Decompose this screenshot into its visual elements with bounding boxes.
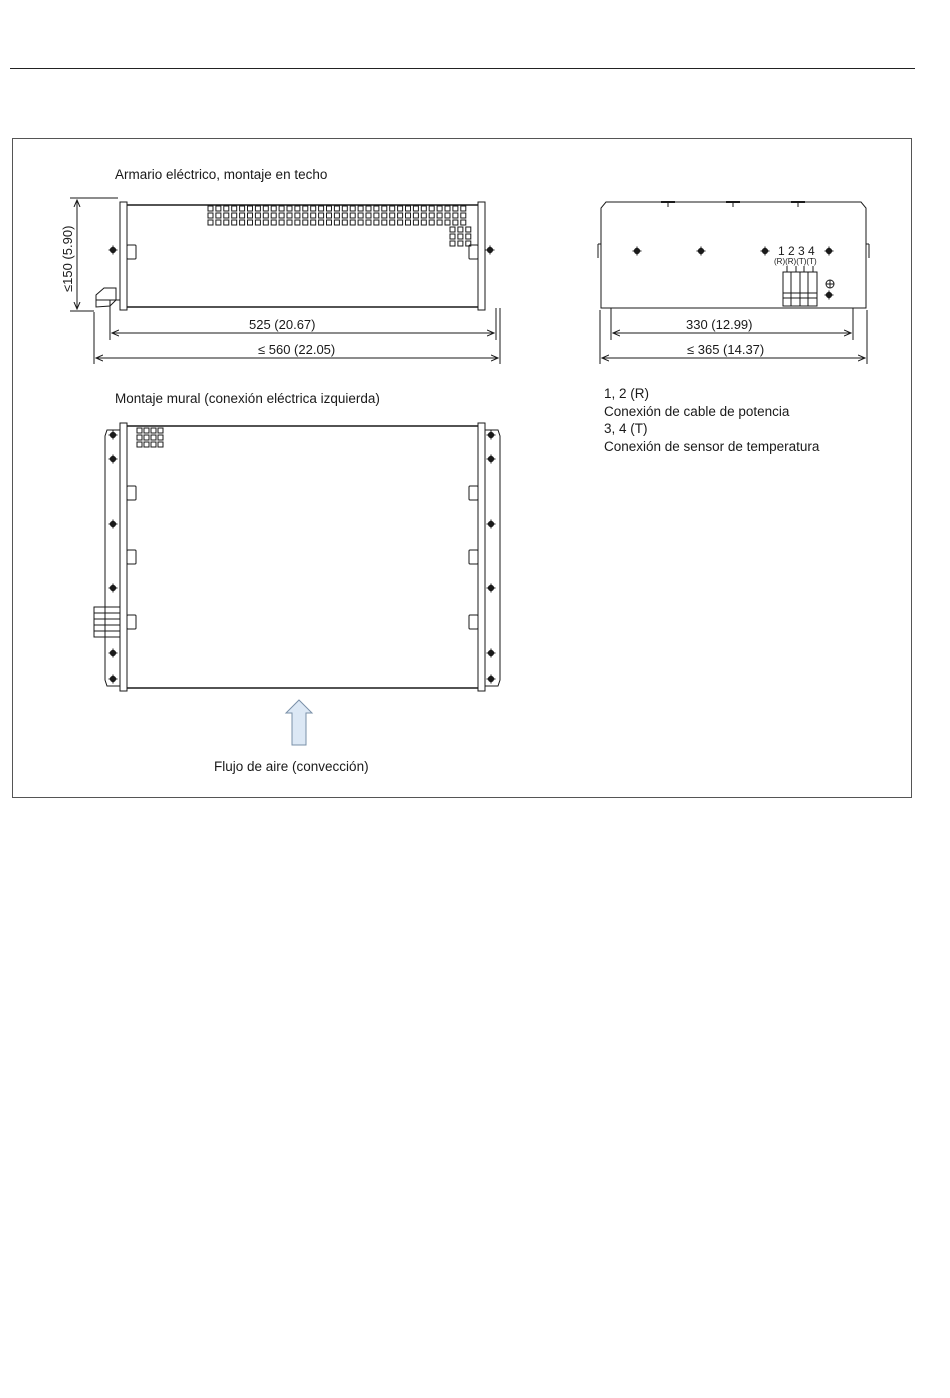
vent-hole bbox=[429, 213, 434, 218]
vent-hole bbox=[358, 220, 363, 225]
vent-hole bbox=[255, 206, 260, 211]
mount-screw-icon bbox=[109, 455, 118, 464]
vent-hole bbox=[390, 220, 395, 225]
vent-hole bbox=[248, 213, 253, 218]
vent-hole bbox=[287, 220, 292, 225]
vent-hole bbox=[144, 435, 149, 440]
vent-hole bbox=[224, 213, 229, 218]
vent-hole bbox=[232, 220, 237, 225]
vent-hole bbox=[158, 428, 163, 433]
vent-hole bbox=[458, 227, 463, 232]
vent-hole bbox=[413, 220, 418, 225]
vent-hole bbox=[311, 213, 316, 218]
vent-hole bbox=[158, 435, 163, 440]
mount-screw-icon bbox=[109, 675, 118, 684]
vent-hole bbox=[350, 220, 355, 225]
mount-screw-icon bbox=[487, 584, 496, 593]
vent-hole bbox=[271, 213, 276, 218]
vent-hole bbox=[334, 213, 339, 218]
terminal-block bbox=[94, 607, 120, 637]
legend-line: Conexión de sensor de temperatura bbox=[604, 438, 820, 454]
vent-hole bbox=[295, 220, 300, 225]
vent-hole bbox=[319, 220, 324, 225]
vent-hole bbox=[466, 227, 471, 232]
vent-hole bbox=[358, 206, 363, 211]
vent-hole bbox=[390, 206, 395, 211]
vent-hole bbox=[406, 213, 411, 218]
vent-hole bbox=[311, 220, 316, 225]
ground-icon bbox=[826, 280, 834, 288]
vent-hole bbox=[374, 213, 379, 218]
vent-hole bbox=[208, 213, 213, 218]
vent-hole bbox=[334, 220, 339, 225]
vent-hole bbox=[374, 206, 379, 211]
vent-hole bbox=[224, 220, 229, 225]
wall-view-title: Montaje mural (conexión eléctrica izquierda) bbox=[115, 391, 380, 406]
vent-hole bbox=[240, 213, 245, 218]
vent-grid bbox=[137, 428, 163, 447]
vent-hole bbox=[445, 206, 450, 211]
vent-hole bbox=[144, 428, 149, 433]
vent-hole bbox=[358, 213, 363, 218]
vent-hole bbox=[366, 206, 371, 211]
vent-hole bbox=[137, 428, 142, 433]
mount-screw-icon bbox=[109, 431, 118, 440]
vent-hole bbox=[421, 206, 426, 211]
airflow-label: Flujo de aire (convección) bbox=[214, 759, 369, 774]
up-arrow-icon bbox=[286, 700, 312, 745]
vent-hole bbox=[216, 220, 221, 225]
vent-hole bbox=[453, 206, 458, 211]
vent-hole bbox=[208, 220, 213, 225]
mount-screw-icon bbox=[825, 291, 834, 300]
vent-hole bbox=[137, 442, 142, 447]
vent-hole bbox=[287, 213, 292, 218]
vent-hole bbox=[445, 213, 450, 218]
vent-hole bbox=[350, 206, 355, 211]
vent-hole bbox=[366, 213, 371, 218]
side-overall-dimension: ≤ 365 (14.37) bbox=[687, 342, 765, 357]
terminal-types: (R)(R)(T)(T) bbox=[774, 257, 817, 266]
mount-screw-icon bbox=[109, 649, 118, 658]
vent-hole bbox=[450, 241, 455, 246]
vent-hole bbox=[144, 442, 149, 447]
vent-hole bbox=[263, 213, 268, 218]
vent-hole bbox=[240, 220, 245, 225]
vent-hole bbox=[398, 220, 403, 225]
vent-hole bbox=[255, 213, 260, 218]
vent-hole bbox=[279, 213, 284, 218]
vent-hole bbox=[461, 213, 466, 218]
vent-hole bbox=[450, 234, 455, 239]
mount-screw-icon bbox=[487, 675, 496, 684]
vent-hole bbox=[287, 206, 292, 211]
vent-hole bbox=[461, 220, 466, 225]
vent-hole bbox=[311, 206, 316, 211]
vent-hole bbox=[453, 220, 458, 225]
vent-hole bbox=[398, 213, 403, 218]
vent-hole bbox=[382, 220, 387, 225]
vent-hole bbox=[429, 220, 434, 225]
vent-hole bbox=[421, 220, 426, 225]
vent-hole bbox=[437, 213, 442, 218]
vent-hole bbox=[216, 213, 221, 218]
vent-hole bbox=[263, 220, 268, 225]
vent-hole bbox=[319, 213, 324, 218]
mount-screw-icon bbox=[486, 246, 495, 255]
vent-hole bbox=[151, 435, 156, 440]
vent-hole bbox=[437, 206, 442, 211]
ceiling-mount-view bbox=[70, 198, 500, 364]
legend-line: Conexión de cable de potencia bbox=[604, 403, 790, 419]
height-dimension: ≤150 (5.90) bbox=[60, 225, 75, 292]
vent-hole bbox=[406, 206, 411, 211]
vent-hole bbox=[437, 220, 442, 225]
mount-screw-icon bbox=[633, 247, 642, 256]
terminal-numbers: 1 2 3 4 bbox=[778, 244, 815, 258]
vent-hole bbox=[319, 206, 324, 211]
mount-screw-icon bbox=[109, 246, 118, 255]
vent-hole bbox=[382, 206, 387, 211]
vent-hole bbox=[458, 241, 463, 246]
vent-hole bbox=[158, 442, 163, 447]
vent-hole bbox=[327, 220, 332, 225]
vent-hole bbox=[303, 220, 308, 225]
mount-screw-icon bbox=[109, 520, 118, 529]
vent-hole bbox=[255, 220, 260, 225]
terminal-legend bbox=[604, 385, 819, 455]
vent-hole bbox=[466, 234, 471, 239]
vent-hole bbox=[295, 213, 300, 218]
width-dimension: 525 (20.67) bbox=[249, 317, 316, 332]
vent-hole bbox=[295, 206, 300, 211]
vent-hole bbox=[279, 220, 284, 225]
vent-hole bbox=[248, 220, 253, 225]
overall-width-dimension: ≤ 560 (22.05) bbox=[258, 342, 336, 357]
vent-hole bbox=[406, 220, 411, 225]
vent-hole bbox=[224, 206, 229, 211]
mount-screw-icon bbox=[109, 584, 118, 593]
vent-hole bbox=[450, 227, 455, 232]
mount-screw-icon bbox=[487, 431, 496, 440]
vent-hole bbox=[390, 213, 395, 218]
vent-hole bbox=[342, 213, 347, 218]
terminal-block bbox=[783, 266, 817, 306]
vent-hole bbox=[413, 213, 418, 218]
vent-hole bbox=[232, 206, 237, 211]
vent-hole bbox=[366, 220, 371, 225]
vent-hole bbox=[151, 428, 156, 433]
vent-hole bbox=[216, 206, 221, 211]
vent-hole bbox=[350, 213, 355, 218]
vent-hole bbox=[382, 213, 387, 218]
vent-hole bbox=[137, 435, 142, 440]
vent-hole bbox=[232, 213, 237, 218]
mount-screw-icon bbox=[825, 247, 834, 256]
legend-line: 3, 4 (T) bbox=[604, 421, 648, 436]
vent-hole bbox=[398, 206, 403, 211]
mount-screw-icon bbox=[487, 520, 496, 529]
vent-hole bbox=[248, 206, 253, 211]
vent-hole bbox=[303, 213, 308, 218]
vent-hole bbox=[342, 206, 347, 211]
vent-hole bbox=[279, 206, 284, 211]
side-width-dimension: 330 (12.99) bbox=[686, 317, 753, 332]
vent-hole bbox=[327, 213, 332, 218]
vent-hole bbox=[263, 206, 268, 211]
vent-hole bbox=[208, 206, 213, 211]
vent-hole bbox=[334, 206, 339, 211]
mount-screw-icon bbox=[697, 247, 706, 256]
vent-grid bbox=[208, 206, 471, 246]
vent-hole bbox=[303, 206, 308, 211]
vent-hole bbox=[445, 220, 450, 225]
legend-line: 1, 2 (R) bbox=[604, 386, 650, 401]
vent-hole bbox=[240, 206, 245, 211]
vent-hole bbox=[453, 213, 458, 218]
wall-mount-view bbox=[94, 423, 500, 691]
vent-hole bbox=[421, 213, 426, 218]
vent-hole bbox=[271, 206, 276, 211]
ceiling-view-title: Armario eléctrico, montaje en techo bbox=[115, 167, 328, 182]
vent-hole bbox=[458, 234, 463, 239]
mount-screw-icon bbox=[487, 649, 496, 658]
vent-hole bbox=[151, 442, 156, 447]
mount-screw-icon bbox=[487, 455, 496, 464]
vent-hole bbox=[342, 220, 347, 225]
vent-hole bbox=[429, 206, 434, 211]
side-view bbox=[598, 202, 869, 364]
vent-hole bbox=[461, 206, 466, 211]
vent-hole bbox=[374, 220, 379, 225]
vent-hole bbox=[271, 220, 276, 225]
vent-hole bbox=[327, 206, 332, 211]
mount-screw-icon bbox=[761, 247, 770, 256]
vent-hole bbox=[413, 206, 418, 211]
